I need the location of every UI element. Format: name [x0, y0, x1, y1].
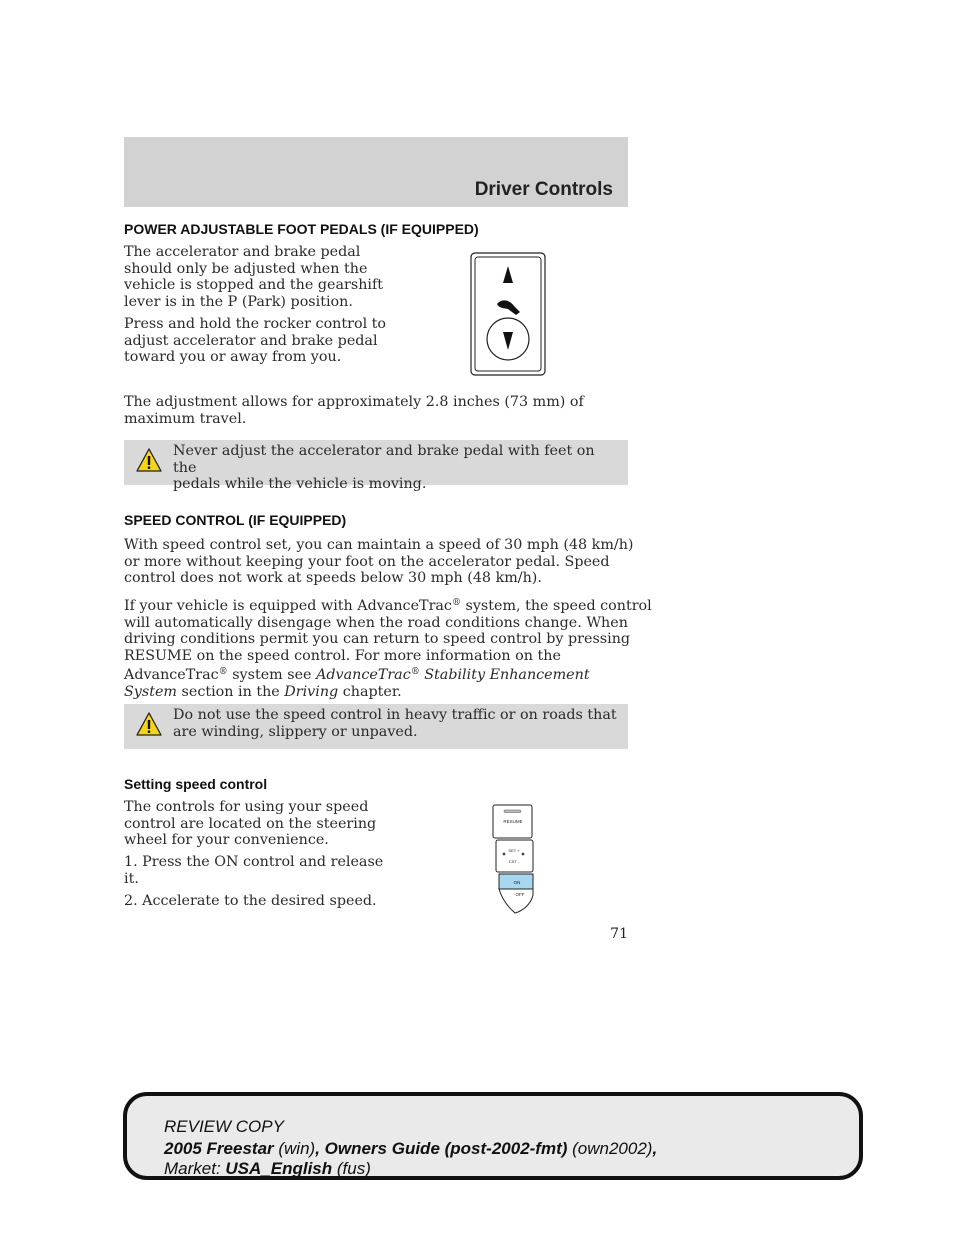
pedals-warning-box: [124, 440, 628, 492]
pedals-paragraph-1: The accelerator and brake pedal should only be adjusted when the vehicle is stopped and the gearshift lever is in the P (Park) position.: [124, 244, 384, 310]
page-number: 71: [610, 926, 628, 942]
pedal-rocker-switch-illustration: [470, 252, 546, 376]
speed-warning-box: [124, 704, 628, 749]
pedals-warning-text: Never adjust the accelerator and brake pedal with feet on the pedals while the vehicle is moving.: [173, 443, 595, 492]
pedals-heading: POWER ADJUSTABLE FOOT PEDALS (IF EQUIPPED): [124, 221, 479, 237]
setting-step-2: 2. Accelerate to the desired speed.: [124, 893, 377, 909]
speed-control-heading: SPEED CONTROL (IF EQUIPPED): [124, 512, 347, 528]
review-copy-label: REVIEW COPY: [164, 1117, 284, 1136]
footer-publication-line: 2005 Freestar (win), Owners Guide (post-2002-fmt) (own2002),: [164, 1139, 658, 1158]
speed-warning-text: Do not use the speed control in heavy traffic or on roads that are winding, slippery or unpaved.: [173, 707, 617, 740]
setting-speed-heading: Setting speed control: [124, 776, 268, 792]
speed-control-buttons-illustration: [490, 803, 538, 915]
section-title: Driver Controls: [474, 179, 613, 200]
warning-triangle-icon: [135, 447, 163, 473]
setting-step-1: 1. Press the ON control and release it.: [124, 854, 384, 887]
resume-button-label: RESUME: [503, 819, 523, 824]
speed-paragraph-1: With speed control set, you can maintain a speed of 30 mph (48 km/h) or more without keeping your foot on the accelerator pedal. Speed control does not work at speeds below 30 mph (48 km/h).: [124, 537, 634, 586]
speed-paragraph-2: If your vehicle is equipped with AdvanceTrac® system, the speed control will automatically disengage when the road conditions change. When driving conditions permit you can return to speed control by pressing RESUME on the speed control. For more information on the AdvanceTrac® system see AdvanceTrac® Stability Enhancement System section in the Driving chapter.: [124, 598, 652, 700]
pedals-paragraph-3: The adjustment allows for approximately 2.8 inches (73 mm) of maximum travel.: [124, 394, 584, 427]
warning-triangle-icon: [135, 711, 163, 737]
set-plus-button-label: SET +: [508, 848, 520, 853]
off-button-label: OFF: [515, 892, 525, 897]
setting-paragraph-1: The controls for using your speed control are located on the steering wheel for your convenience.: [124, 799, 377, 848]
review-copy-footer: [123, 1092, 863, 1180]
section-header-band: [124, 137, 628, 207]
footer-market-line: Market: USA_English (fus): [164, 1159, 371, 1178]
pedals-paragraph-2: Press and hold the rocker control to adjust accelerator and brake pedal toward you or away from you.: [124, 316, 387, 365]
on-button-label: ON: [513, 880, 521, 885]
cst-minus-button-label: CST -: [508, 859, 520, 864]
